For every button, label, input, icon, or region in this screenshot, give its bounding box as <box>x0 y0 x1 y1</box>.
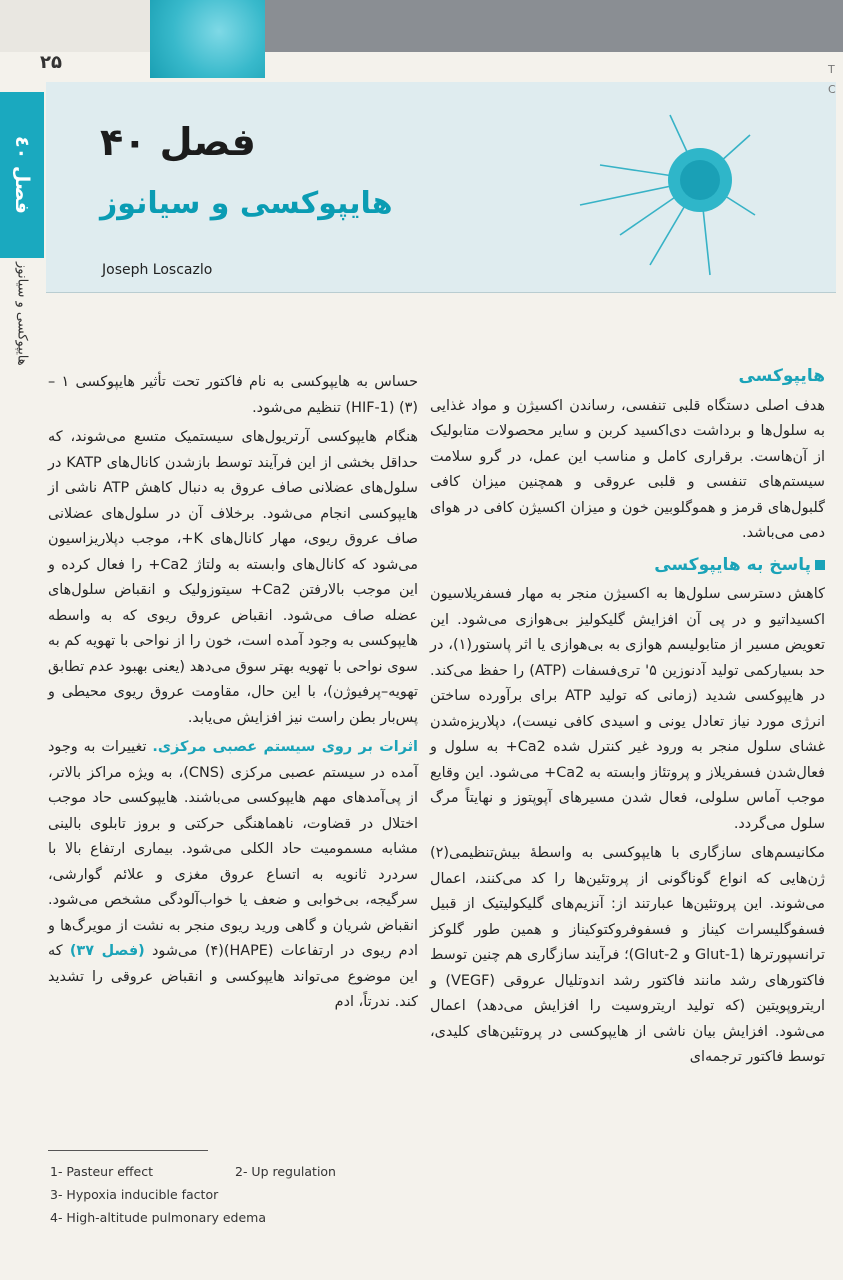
paragraph: حساس به هایپوکسی به نام فاکتور تحت تأثیر هایپوکسی ۱ –(۳) (HIF-1) تنظیم می‌شود. <box>48 374 418 416</box>
chapter-subtitle: هایپوکسی و سیانوز <box>100 186 393 221</box>
paragraph-cns: اثرات بر روی سیستم عصبی مرکزی. تغییرات به وجود آمده در سیستم عصبی مرکزی (CNS)، به ویژه مراکز بالاتر، از پی‌آمدهای مهم هایپوکسی می‌باشند. هایپوکسی حاد موجب اختلال در قضاوت، ناهماهنگی حرکتی و بروز تابلوی بالینی مشابه مسمومیت حاد الکلی می‌شود. بیماری ارتفاع بالا با سردرد ثانویه به اتساع عروق مغزی و علائم گوارشی، سرگیجه، بی‌خوابی و ضعف یا خواب‌آلودگی مشخص می‌شود. انقباض شریان و گاهی ورید ریوی منجر به نشت از مویرگ‌ها و ادم ریوی در ارتفاعات (HAPE)(۴) می‌شود (فصل ۳۷) که این موضوع می‌تواند هایپوکسی و انقباض عروقی را تشدید کند. ندرتاً، ادم <box>48 739 418 1010</box>
right-text-column <box>430 358 825 1075</box>
paragraph: مکانیسم‌های سازگاری با هایپوکسی به واسطهٔ بیش‌تنظیمی(۲) ژن‌هایی که انواع گوناگونی از پروتئین‌ها را کد می‌کنند، اعمال می‌شوند. این پروتئین‌ها عبارتند از: آنزیم‌های گلیکولیتیک از قبیل فسفوگلیسرات کیناز و فسفوفروکتوکیناز و همین طور گلوکز ترانسپورترها (Glut-1 و Glut-2)؛ فرآیند سازگاری هم چنین توسط فاکتورهای رشد مانند فاکتور رشد اندوتلیال عروقی (VEGF) و اریتروپویتین (که تولید اریتروسیت را افزایش می‌دهد) اعمال می‌شود. افزایش بیان ناشی از هایپوکسی در پروتئین‌های کلیدی، توسط فاکتور ترجمه‌ای <box>430 845 825 1065</box>
page-number: ۲۵ <box>40 52 62 73</box>
chapter-title: فصل ۴۰ <box>100 120 256 164</box>
cns-heading: اثرات بر روی سیستم عصبی مرکزی. <box>152 739 418 755</box>
paragraph: هنگام هایپوکسی آرتریول‌های سیستمیک متسع می‌شوند، که حداقل بخشی از این فرآیند توسط بازشدن کانال‌های KATP در سلول‌های عضلانی صاف عروق به دنبال کاهش ATP ناشی از هایپوکسی انجام می‌شود. برخلاف آن در سلول‌های عضلانی صاف عروق ریوی، مهار کانال‌های K+، موجب دپلاریزاسیون می‌شود که کانال‌های وابسته به ولتاژ Ca2+ را فعال کرده و این موجب بالارفتن Ca2+ سیتوزولیک و انقباض سلول‌های عضله صاف می‌شود. انقباض عروق ریوی که به واسطه هایپوکسی به وجود آمده است، خون را از نواحی با تهویه کم به سوی نواحی با تهویه بهتر سوق می‌دهد (یعنی بهبود عدم تطابق تهویه–پرفیوژن)، با این حال، مقاومت عروق ریوی محیطی و پس‌بار بطن راست نیز افزایش می‌یابد. <box>48 429 418 726</box>
footnote: 2- Up regulation <box>235 1164 336 1179</box>
page-edge: T C <box>828 63 836 96</box>
teal-corner-block <box>150 0 265 78</box>
footnote-divider <box>48 1150 208 1151</box>
footnote: 4- High-altitude pulmonary edema <box>50 1210 267 1225</box>
side-chapter-tab <box>0 92 44 258</box>
paragraph: کاهش دسترسی سلول‌ها به اکسیژن منجر به مهار فسفریلاسیون اکسیداتیو و در پی آن افزایش گلیکولیز بی‌هوازی می‌شود. این تعویض مسیر از متابولیسم هوازی به بی‌هوازی یا اثر پاستور(۱)، در حد بسیارکمی تولید آدنوزین ۵' تری‌فسفات (ATP) را حفظ می‌کند. در هایپوکسی شدید (زمانی که تولید ATP برای برآورده ساختن انرژی مورد نیاز تعادل یونی و اسیدی کافی نیست)، دپلاریزه‌شدن غشای سلول منجر به ورود غیر کنترل شده Ca2+ به سلول و فعال‌شدن فسفریلاز و پروتئاز وابسته به Ca2+ می‌شود. این وقایع موجب آماس سلولی، فعال شدن مسیرهای آپوپتوز و نهایتاً مرگ سلول می‌گردد. <box>430 586 826 832</box>
paragraph: هدف اصلی دستگاه قلبی تنفسی، رساندن اکسیژن و مواد غذایی به سلول‌ها و برداشت دی‌اکسید کربن و سایر محصولات متابولیک از آن‌هاست. برقراری کامل و مناسب این عمل، در گرو سلامت سیستم‌های تنفسی و قلبی عروقی و همچنین میزان کافی گلبول‌های قرمز و هموگلوبین خون و میزان اکسیژن کافی در هوای دمی می‌باشد. <box>430 397 825 541</box>
left-text-column <box>48 370 418 1020</box>
chapter-reference-link[interactable]: (فصل ۳۷) <box>69 943 145 959</box>
ink-splash-illustration <box>560 105 760 285</box>
square-bullet-icon <box>815 560 825 570</box>
footnote: 3- Hypoxia inducible factor <box>50 1187 219 1202</box>
side-chapter-subtitle: هایپوکسی و سیانوز <box>14 262 30 366</box>
author-name: Joseph Loscazlo <box>102 262 213 278</box>
section-heading-hypoxia: هایپوکسی <box>738 366 825 386</box>
footnote: 1- Pasteur effect <box>50 1164 153 1179</box>
top-strip <box>0 0 843 52</box>
side-chapter-label: فصل ٤٠ <box>11 136 33 214</box>
section-heading-response: پاسخ به هایپوکسی <box>430 553 825 579</box>
footnotes <box>50 1160 410 1229</box>
